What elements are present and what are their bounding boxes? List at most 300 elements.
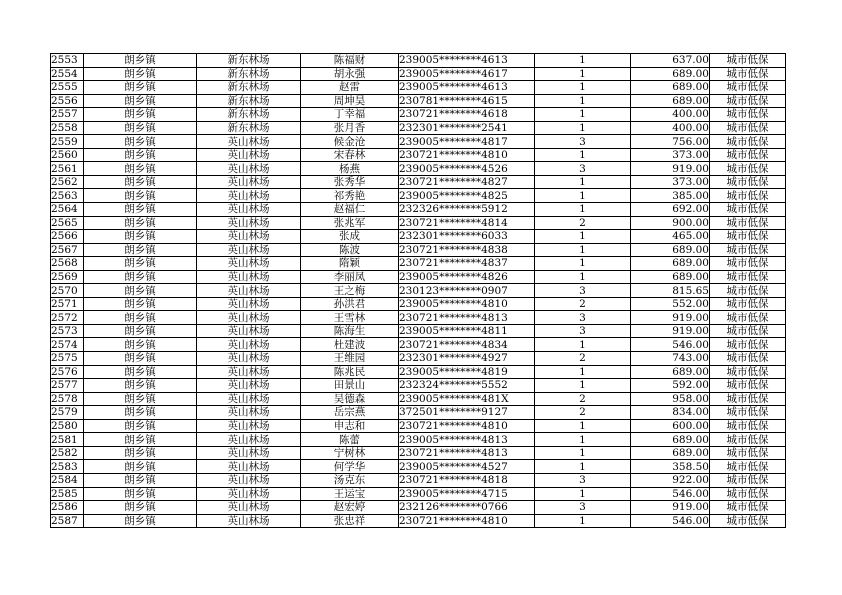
row-number-cell: 2576	[51, 365, 84, 379]
row-number-cell: 2555	[51, 81, 84, 95]
amount-cell: 546.00	[631, 514, 710, 528]
amount-cell: 400.00	[631, 121, 710, 135]
amount-cell: 689.00	[631, 365, 710, 379]
table-row	[51, 419, 786, 433]
town-cell: 朗乡镇	[84, 352, 197, 366]
town-cell: 朗乡镇	[84, 473, 197, 487]
id-number-cell: 230721********4813	[399, 446, 535, 460]
row-number-cell: 2572	[51, 311, 84, 325]
amount-cell: 689.00	[631, 67, 710, 81]
id-number-cell: 230721********4837	[399, 257, 535, 271]
name-cell: 杨燕	[301, 162, 399, 176]
aid-type-cell: 城市低保	[710, 406, 786, 420]
id-number-cell: 232324********5552	[399, 379, 535, 393]
table-row	[51, 135, 786, 149]
household-count-cell: 3	[535, 324, 631, 338]
id-number-cell: 239005********4715	[399, 487, 535, 501]
amount-cell: 689.00	[631, 270, 710, 284]
household-count-cell: 1	[535, 487, 631, 501]
row-number-cell: 2582	[51, 446, 84, 460]
town-cell: 朗乡镇	[84, 203, 197, 217]
id-number-cell: 230721********4834	[399, 338, 535, 352]
name-cell: 张成	[301, 230, 399, 244]
table-row	[51, 338, 786, 352]
amount-cell: 373.00	[631, 148, 710, 162]
id-number-cell: 232301********4927	[399, 352, 535, 366]
town-cell: 朗乡镇	[84, 189, 197, 203]
name-cell: 张忠祥	[301, 514, 399, 528]
row-number-cell: 2556	[51, 94, 84, 108]
name-cell: 宋春林	[301, 148, 399, 162]
forest-farm-cell: 英山林场	[197, 297, 301, 311]
table-row	[51, 460, 786, 474]
forest-farm-cell: 新东林场	[197, 67, 301, 81]
forest-farm-cell: 英山林场	[197, 473, 301, 487]
amount-cell: 756.00	[631, 135, 710, 149]
town-cell: 朗乡镇	[84, 94, 197, 108]
table-row	[51, 324, 786, 338]
table-row	[51, 230, 786, 244]
row-number-cell: 2566	[51, 230, 84, 244]
town-cell: 朗乡镇	[84, 365, 197, 379]
household-count-cell: 1	[535, 365, 631, 379]
row-number-cell: 2583	[51, 460, 84, 474]
household-count-cell: 1	[535, 148, 631, 162]
name-cell: 王维园	[301, 352, 399, 366]
name-cell: 李丽凤	[301, 270, 399, 284]
town-cell: 朗乡镇	[84, 257, 197, 271]
town-cell: 朗乡镇	[84, 297, 197, 311]
table-body	[51, 54, 786, 528]
town-cell: 朗乡镇	[84, 419, 197, 433]
name-cell: 田景山	[301, 379, 399, 393]
id-number-cell: 239005********4810	[399, 297, 535, 311]
table-row	[51, 270, 786, 284]
table-row	[51, 352, 786, 366]
household-count-cell: 1	[535, 270, 631, 284]
household-count-cell: 2	[535, 352, 631, 366]
amount-cell: 373.00	[631, 175, 710, 189]
household-count-cell: 3	[535, 284, 631, 298]
household-count-cell: 1	[535, 243, 631, 257]
name-cell: 王运宝	[301, 487, 399, 501]
forest-farm-cell: 英山林场	[197, 148, 301, 162]
aid-type-cell: 城市低保	[710, 392, 786, 406]
name-cell: 何学华	[301, 460, 399, 474]
aid-type-cell: 城市低保	[710, 324, 786, 338]
amount-cell: 815.65	[631, 284, 710, 298]
table-row	[51, 67, 786, 81]
name-cell: 陈海生	[301, 324, 399, 338]
id-number-cell: 239005********4819	[399, 365, 535, 379]
id-number-cell: 372501********9127	[399, 406, 535, 420]
aid-type-cell: 城市低保	[710, 297, 786, 311]
amount-cell: 385.00	[631, 189, 710, 203]
row-number-cell: 2587	[51, 514, 84, 528]
town-cell: 朗乡镇	[84, 54, 197, 68]
id-number-cell: 230721********4838	[399, 243, 535, 257]
row-number-cell: 2579	[51, 406, 84, 420]
aid-type-cell: 城市低保	[710, 148, 786, 162]
household-count-cell: 2	[535, 297, 631, 311]
town-cell: 朗乡镇	[84, 392, 197, 406]
table-row	[51, 257, 786, 271]
id-number-cell: 232301********2541	[399, 121, 535, 135]
table-row	[51, 189, 786, 203]
amount-cell: 834.00	[631, 406, 710, 420]
amount-cell: 689.00	[631, 81, 710, 95]
row-number-cell: 2581	[51, 433, 84, 447]
aid-type-cell: 城市低保	[710, 365, 786, 379]
relief-roster-table	[50, 53, 786, 528]
aid-type-cell: 城市低保	[710, 67, 786, 81]
table-row	[51, 433, 786, 447]
town-cell: 朗乡镇	[84, 108, 197, 122]
id-number-cell: 230721********4618	[399, 108, 535, 122]
table-row	[51, 148, 786, 162]
aid-type-cell: 城市低保	[710, 352, 786, 366]
forest-farm-cell: 英山林场	[197, 338, 301, 352]
household-count-cell: 1	[535, 419, 631, 433]
household-count-cell: 1	[535, 121, 631, 135]
row-number-cell: 2558	[51, 121, 84, 135]
name-cell: 周坤昊	[301, 94, 399, 108]
name-cell: 申志和	[301, 419, 399, 433]
name-cell: 王雪林	[301, 311, 399, 325]
amount-cell: 692.00	[631, 203, 710, 217]
amount-cell: 552.00	[631, 297, 710, 311]
name-cell: 张兆军	[301, 216, 399, 230]
aid-type-cell: 城市低保	[710, 135, 786, 149]
id-number-cell: 239005********4813	[399, 433, 535, 447]
row-number-cell: 2569	[51, 270, 84, 284]
amount-cell: 546.00	[631, 338, 710, 352]
forest-farm-cell: 英山林场	[197, 433, 301, 447]
aid-type-cell: 城市低保	[710, 338, 786, 352]
name-cell: 王之梅	[301, 284, 399, 298]
table-row	[51, 487, 786, 501]
amount-cell: 689.00	[631, 243, 710, 257]
row-number-cell: 2559	[51, 135, 84, 149]
town-cell: 朗乡镇	[84, 67, 197, 81]
id-number-cell: 230721********4813	[399, 311, 535, 325]
forest-farm-cell: 英山林场	[197, 162, 301, 176]
table-row	[51, 81, 786, 95]
aid-type-cell: 城市低保	[710, 473, 786, 487]
forest-farm-cell: 新东林场	[197, 94, 301, 108]
row-number-cell: 2568	[51, 257, 84, 271]
aid-type-cell: 城市低保	[710, 419, 786, 433]
id-number-cell: 230721********4810	[399, 419, 535, 433]
id-number-cell: 239005********4526	[399, 162, 535, 176]
household-count-cell: 1	[535, 94, 631, 108]
name-cell: 祁秀艳	[301, 189, 399, 203]
household-count-cell: 1	[535, 54, 631, 68]
household-count-cell: 3	[535, 473, 631, 487]
amount-cell: 546.00	[631, 487, 710, 501]
id-number-cell: 239005********4826	[399, 270, 535, 284]
table-row	[51, 243, 786, 257]
table-row	[51, 297, 786, 311]
row-number-cell: 2574	[51, 338, 84, 352]
household-count-cell: 1	[535, 81, 631, 95]
row-number-cell: 2557	[51, 108, 84, 122]
town-cell: 朗乡镇	[84, 81, 197, 95]
household-count-cell: 3	[535, 311, 631, 325]
amount-cell: 922.00	[631, 473, 710, 487]
aid-type-cell: 城市低保	[710, 270, 786, 284]
name-cell: 陈兆民	[301, 365, 399, 379]
table-row	[51, 121, 786, 135]
id-number-cell: 239005********4527	[399, 460, 535, 474]
household-count-cell: 2	[535, 216, 631, 230]
forest-farm-cell: 英山林场	[197, 406, 301, 420]
aid-type-cell: 城市低保	[710, 162, 786, 176]
row-number-cell: 2580	[51, 419, 84, 433]
table-row	[51, 175, 786, 189]
id-number-cell: 239005********4613	[399, 54, 535, 68]
forest-farm-cell: 英山林场	[197, 270, 301, 284]
id-number-cell: 232126********0766	[399, 501, 535, 515]
aid-type-cell: 城市低保	[710, 514, 786, 528]
table-row	[51, 392, 786, 406]
id-number-cell: 230781********4615	[399, 94, 535, 108]
name-cell: 隋颖	[301, 257, 399, 271]
household-count-cell: 1	[535, 108, 631, 122]
name-cell: 赵宏婷	[301, 501, 399, 515]
row-number-cell: 2584	[51, 473, 84, 487]
forest-farm-cell: 英山林场	[197, 324, 301, 338]
table-row	[51, 365, 786, 379]
town-cell: 朗乡镇	[84, 460, 197, 474]
name-cell: 汤克东	[301, 473, 399, 487]
aid-type-cell: 城市低保	[710, 54, 786, 68]
name-cell: 胡永强	[301, 67, 399, 81]
forest-farm-cell: 英山林场	[197, 487, 301, 501]
household-count-cell: 1	[535, 379, 631, 393]
row-number-cell: 2560	[51, 148, 84, 162]
forest-farm-cell: 英山林场	[197, 501, 301, 515]
id-number-cell: 239005********4811	[399, 324, 535, 338]
name-cell: 候金沧	[301, 135, 399, 149]
amount-cell: 919.00	[631, 324, 710, 338]
household-count-cell: 1	[535, 257, 631, 271]
forest-farm-cell: 新东林场	[197, 81, 301, 95]
amount-cell: 919.00	[631, 162, 710, 176]
row-number-cell: 2585	[51, 487, 84, 501]
aid-type-cell: 城市低保	[710, 243, 786, 257]
id-number-cell: 230721********4827	[399, 175, 535, 189]
forest-farm-cell: 英山林场	[197, 311, 301, 325]
table-row	[51, 203, 786, 217]
town-cell: 朗乡镇	[84, 135, 197, 149]
row-number-cell: 2578	[51, 392, 84, 406]
town-cell: 朗乡镇	[84, 216, 197, 230]
aid-type-cell: 城市低保	[710, 284, 786, 298]
id-number-cell: 232301********6033	[399, 230, 535, 244]
household-count-cell: 1	[535, 433, 631, 447]
town-cell: 朗乡镇	[84, 324, 197, 338]
amount-cell: 400.00	[631, 108, 710, 122]
amount-cell: 958.00	[631, 392, 710, 406]
amount-cell: 465.00	[631, 230, 710, 244]
table-row	[51, 311, 786, 325]
forest-farm-cell: 英山林场	[197, 203, 301, 217]
town-cell: 朗乡镇	[84, 446, 197, 460]
town-cell: 朗乡镇	[84, 501, 197, 515]
row-number-cell: 2577	[51, 379, 84, 393]
town-cell: 朗乡镇	[84, 406, 197, 420]
id-number-cell: 232326********5912	[399, 203, 535, 217]
town-cell: 朗乡镇	[84, 284, 197, 298]
table-row	[51, 108, 786, 122]
row-number-cell: 2586	[51, 501, 84, 515]
household-count-cell: 1	[535, 67, 631, 81]
aid-type-cell: 城市低保	[710, 81, 786, 95]
name-cell: 丁幸福	[301, 108, 399, 122]
amount-cell: 743.00	[631, 352, 710, 366]
forest-farm-cell: 英山林场	[197, 216, 301, 230]
household-count-cell: 1	[535, 203, 631, 217]
forest-farm-cell: 英山林场	[197, 175, 301, 189]
town-cell: 朗乡镇	[84, 311, 197, 325]
id-number-cell: 239005********481X	[399, 392, 535, 406]
household-count-cell: 3	[535, 162, 631, 176]
amount-cell: 600.00	[631, 419, 710, 433]
row-number-cell: 2561	[51, 162, 84, 176]
name-cell: 赵福仁	[301, 203, 399, 217]
row-number-cell: 2565	[51, 216, 84, 230]
aid-type-cell: 城市低保	[710, 311, 786, 325]
row-number-cell: 2553	[51, 54, 84, 68]
forest-farm-cell: 英山林场	[197, 257, 301, 271]
row-number-cell: 2570	[51, 284, 84, 298]
aid-type-cell: 城市低保	[710, 460, 786, 474]
forest-farm-cell: 英山林场	[197, 392, 301, 406]
aid-type-cell: 城市低保	[710, 108, 786, 122]
table-row	[51, 162, 786, 176]
id-number-cell: 239005********4613	[399, 81, 535, 95]
amount-cell: 919.00	[631, 311, 710, 325]
forest-farm-cell: 新东林场	[197, 54, 301, 68]
amount-cell: 919.00	[631, 501, 710, 515]
table-row	[51, 216, 786, 230]
town-cell: 朗乡镇	[84, 270, 197, 284]
town-cell: 朗乡镇	[84, 175, 197, 189]
name-cell: 杜建波	[301, 338, 399, 352]
town-cell: 朗乡镇	[84, 230, 197, 244]
aid-type-cell: 城市低保	[710, 230, 786, 244]
town-cell: 朗乡镇	[84, 338, 197, 352]
amount-cell: 689.00	[631, 446, 710, 460]
town-cell: 朗乡镇	[84, 487, 197, 501]
name-cell: 张月香	[301, 121, 399, 135]
row-number-cell: 2564	[51, 203, 84, 217]
forest-farm-cell: 英山林场	[197, 365, 301, 379]
forest-farm-cell: 英山林场	[197, 230, 301, 244]
table-row	[51, 406, 786, 420]
row-number-cell: 2567	[51, 243, 84, 257]
forest-farm-cell: 英山林场	[197, 135, 301, 149]
aid-type-cell: 城市低保	[710, 379, 786, 393]
name-cell: 岳宗燕	[301, 406, 399, 420]
id-number-cell: 230721********4810	[399, 148, 535, 162]
household-count-cell: 2	[535, 406, 631, 420]
forest-farm-cell: 英山林场	[197, 243, 301, 257]
aid-type-cell: 城市低保	[710, 501, 786, 515]
forest-farm-cell: 英山林场	[197, 446, 301, 460]
table-row	[51, 473, 786, 487]
id-number-cell: 239005********4617	[399, 67, 535, 81]
forest-farm-cell: 英山林场	[197, 379, 301, 393]
forest-farm-cell: 英山林场	[197, 189, 301, 203]
row-number-cell: 2563	[51, 189, 84, 203]
aid-type-cell: 城市低保	[710, 94, 786, 108]
id-number-cell: 239005********4825	[399, 189, 535, 203]
row-number-cell: 2573	[51, 324, 84, 338]
town-cell: 朗乡镇	[84, 243, 197, 257]
town-cell: 朗乡镇	[84, 379, 197, 393]
town-cell: 朗乡镇	[84, 148, 197, 162]
household-count-cell: 1	[535, 175, 631, 189]
amount-cell: 637.00	[631, 54, 710, 68]
row-number-cell: 2575	[51, 352, 84, 366]
aid-type-cell: 城市低保	[710, 175, 786, 189]
town-cell: 朗乡镇	[84, 433, 197, 447]
amount-cell: 689.00	[631, 257, 710, 271]
forest-farm-cell: 英山林场	[197, 460, 301, 474]
id-number-cell: 230123********0907	[399, 284, 535, 298]
town-cell: 朗乡镇	[84, 121, 197, 135]
household-count-cell: 1	[535, 514, 631, 528]
town-cell: 朗乡镇	[84, 162, 197, 176]
aid-type-cell: 城市低保	[710, 121, 786, 135]
name-cell: 陈波	[301, 243, 399, 257]
table-row	[51, 514, 786, 528]
name-cell: 吴德森	[301, 392, 399, 406]
aid-type-cell: 城市低保	[710, 257, 786, 271]
household-count-cell: 1	[535, 446, 631, 460]
row-number-cell: 2554	[51, 67, 84, 81]
town-cell: 朗乡镇	[84, 514, 197, 528]
name-cell: 孙洪君	[301, 297, 399, 311]
household-count-cell: 2	[535, 392, 631, 406]
amount-cell: 358.50	[631, 460, 710, 474]
id-number-cell: 230721********4818	[399, 473, 535, 487]
amount-cell: 689.00	[631, 94, 710, 108]
name-cell: 宁树林	[301, 446, 399, 460]
amount-cell: 689.00	[631, 433, 710, 447]
household-count-cell: 3	[535, 135, 631, 149]
id-number-cell: 230721********4814	[399, 216, 535, 230]
household-count-cell: 1	[535, 460, 631, 474]
row-number-cell: 2571	[51, 297, 84, 311]
aid-type-cell: 城市低保	[710, 446, 786, 460]
table-row	[51, 94, 786, 108]
forest-farm-cell: 新东林场	[197, 108, 301, 122]
aid-type-cell: 城市低保	[710, 433, 786, 447]
forest-farm-cell: 英山林场	[197, 352, 301, 366]
id-number-cell: 239005********4817	[399, 135, 535, 149]
id-number-cell: 230721********4810	[399, 514, 535, 528]
name-cell: 张秀华	[301, 175, 399, 189]
aid-type-cell: 城市低保	[710, 203, 786, 217]
aid-type-cell: 城市低保	[710, 216, 786, 230]
name-cell: 陈福财	[301, 54, 399, 68]
forest-farm-cell: 英山林场	[197, 284, 301, 298]
forest-farm-cell: 英山林场	[197, 514, 301, 528]
household-count-cell: 3	[535, 501, 631, 515]
